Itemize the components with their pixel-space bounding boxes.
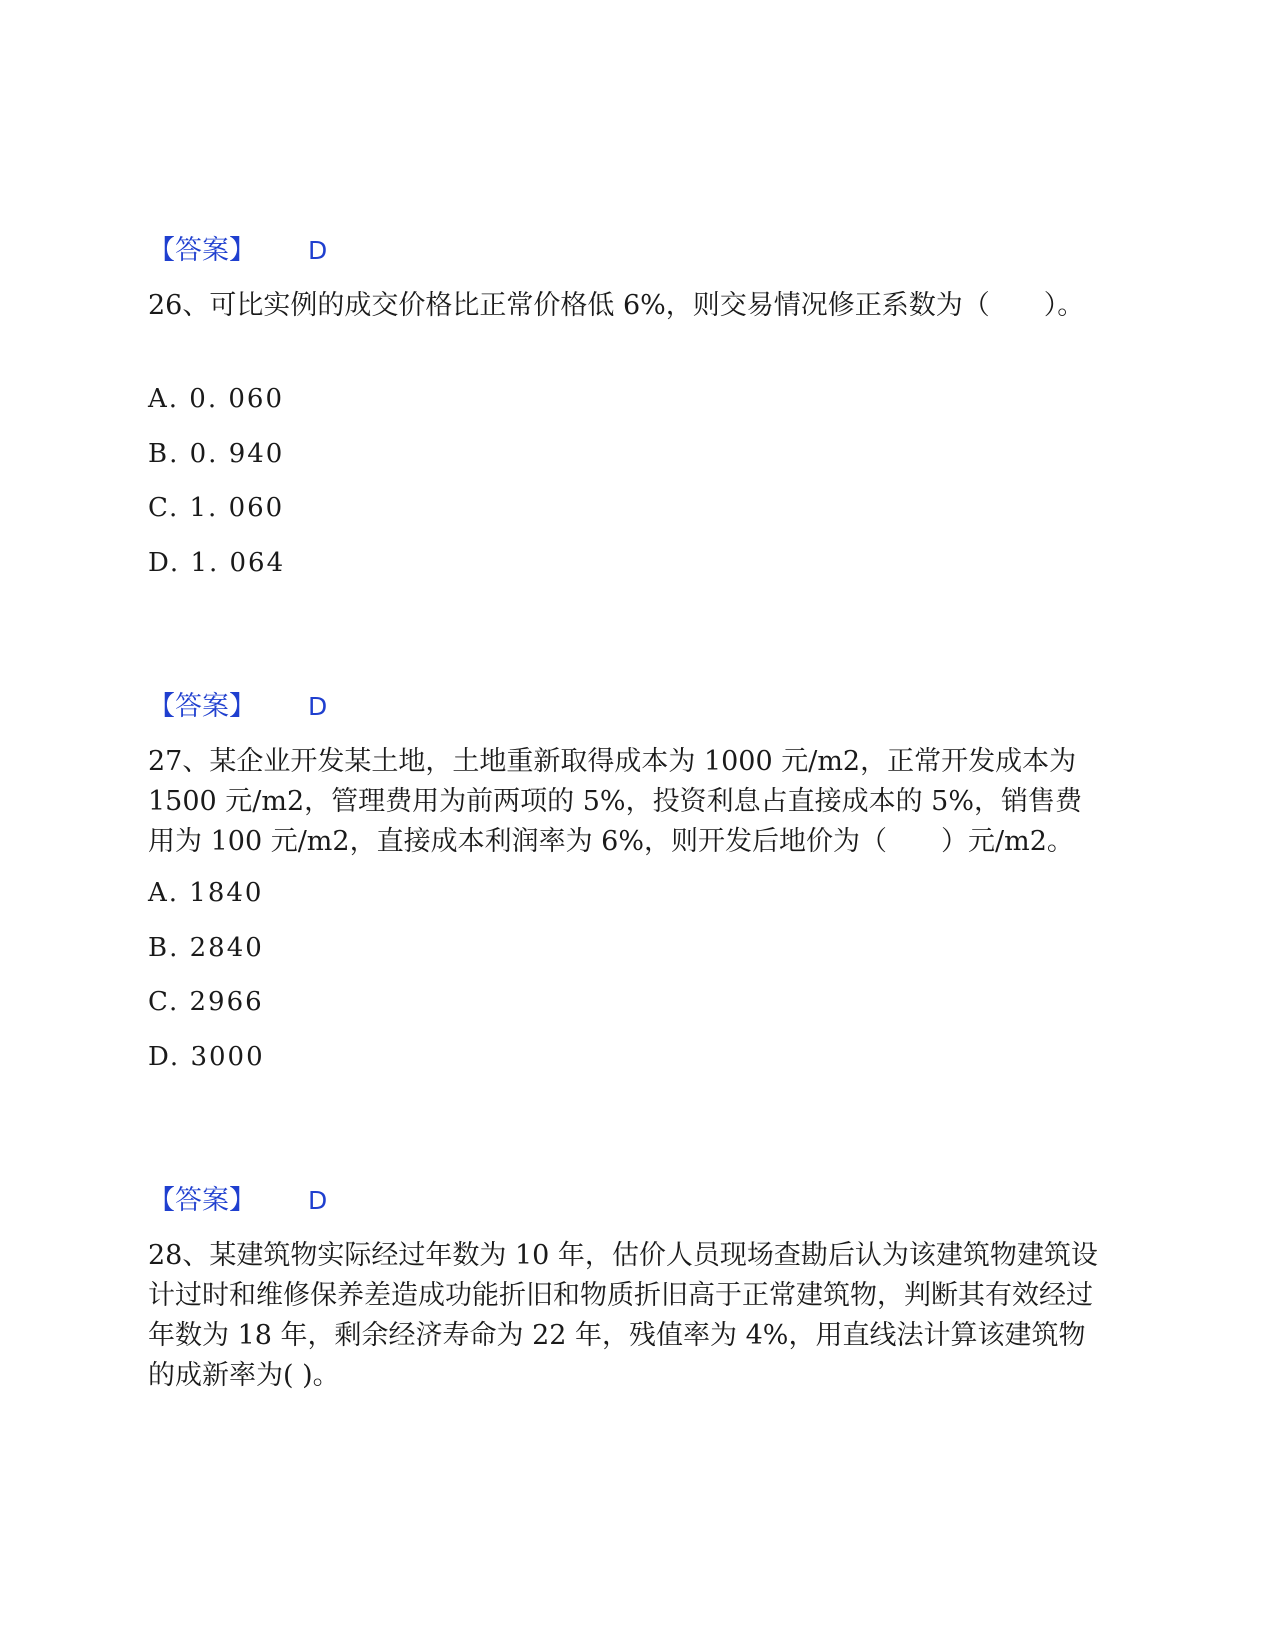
option-a: A. 0. 060 xyxy=(148,384,285,414)
question-stem: 26、可比实例的成交价格比正常价格低 6%，则交易情况修正系数为（ ）。 xyxy=(148,290,1085,321)
answer-line xyxy=(148,687,327,727)
answer-value: D xyxy=(308,1186,328,1215)
question-stem: 28、某建筑物实际经过年数为 10 年，估价人员现场查勘后认为该建筑物建筑设计过时和维修保养差造成功能折旧和物质折旧高于正常建筑物，判断其有效经过年数为 18 年，剩余经济寿命为 22 年，残值率为 4%，用直线法计算该建筑物的成新率为( )。 xyxy=(148,1240,1098,1391)
answer-label: 【答案】 xyxy=(148,235,256,266)
answer-value: D xyxy=(308,692,328,721)
answer-line xyxy=(148,1181,327,1221)
option-c: C. 2966 xyxy=(148,987,264,1017)
option-d: D. 3000 xyxy=(148,1042,265,1072)
option-b: B. 2840 xyxy=(148,933,264,963)
option-b: B. 0. 940 xyxy=(148,439,285,469)
answer-label: 【答案】 xyxy=(148,691,256,722)
question-stem: 27、某企业开发某土地，土地重新取得成本为 1000 元/m2，正常开发成本为 1500 元/m2，管理费用为前两项的 5%，投资利息占直接成本的 5%，销售费用为 100 元/m2，直接成本利润率为 6%，则开发后地价为（ ）元/m2。 xyxy=(148,746,1083,857)
answer-line xyxy=(148,231,327,271)
answer-value: D xyxy=(308,236,328,265)
option-c: C. 1. 060 xyxy=(148,493,285,523)
answer-label: 【答案】 xyxy=(148,1185,256,1216)
option-d: D. 1. 064 xyxy=(148,548,286,578)
option-a: A. 1840 xyxy=(148,878,264,908)
